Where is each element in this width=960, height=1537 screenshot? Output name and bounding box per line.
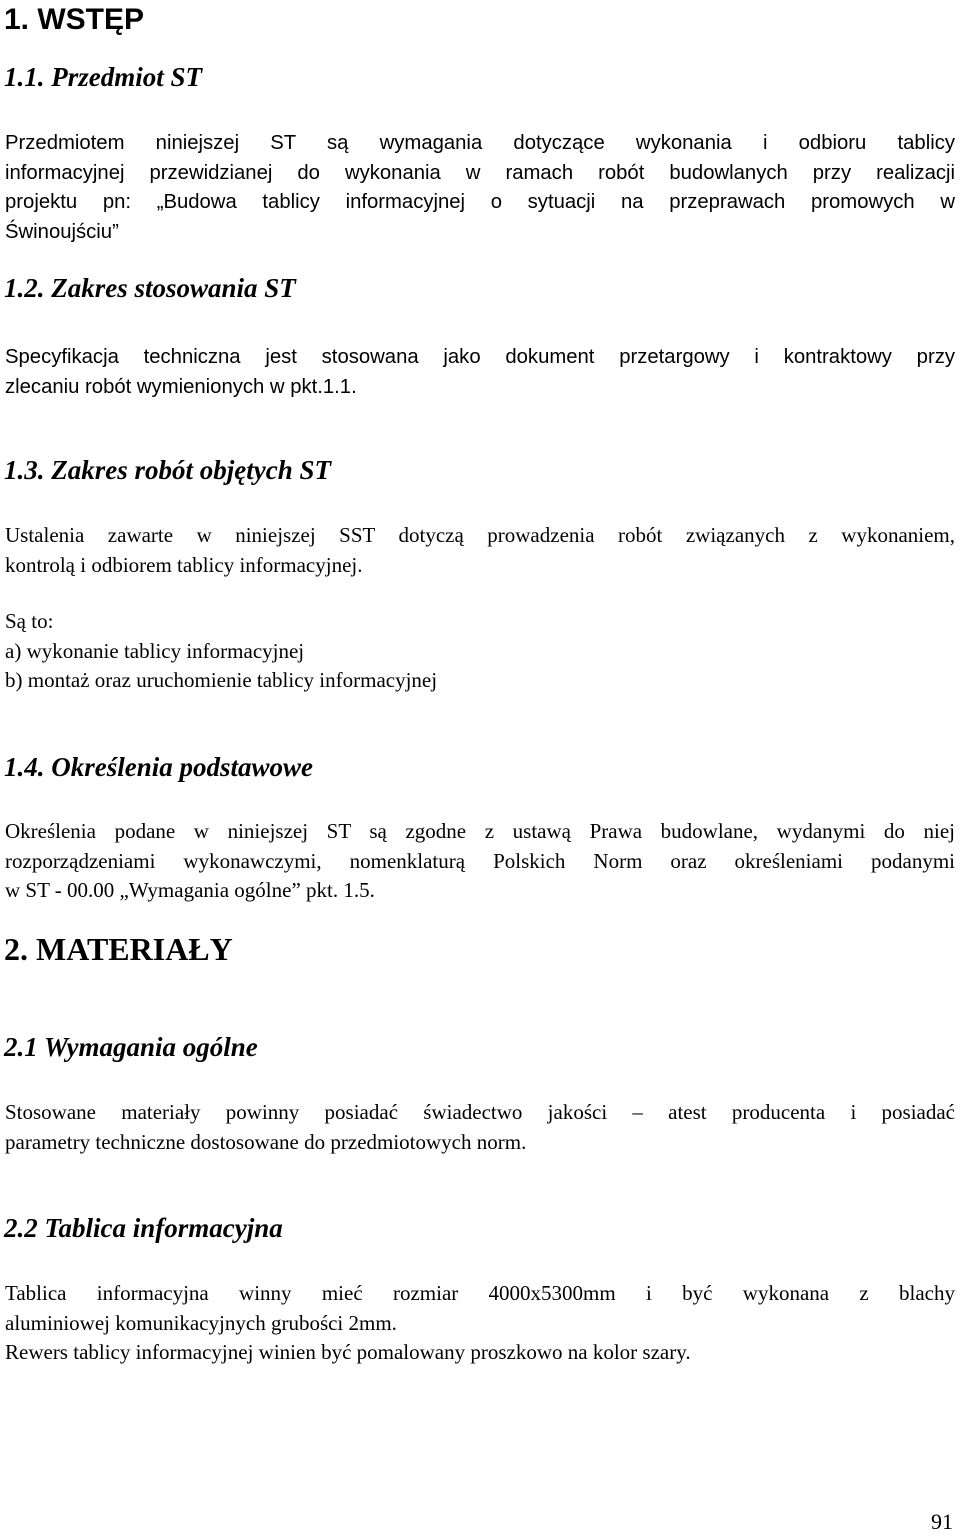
paragraph-line: Stosowane materiały powinny posiadać świadectwo jakości – atest producenta i posiadać [5, 1100, 955, 1124]
paragraph-line: zlecaniu robót wymienionych w pkt.1.1. [5, 375, 357, 398]
list-intro: Są to: [5, 609, 54, 633]
paragraph-line: projektu pn: „Budowa tablicy informacyjnej o sytuacji na przeprawach promowych w [5, 191, 955, 213]
paragraph-line: rozporządzeniami wykonawczymi, nomenklaturą Polskich Norm oraz określeniami podanymi [5, 848, 955, 873]
paragraph-line: kontrolą i odbiorem tablicy informacyjnej. [5, 552, 363, 577]
paragraph-1-2 [5, 343, 955, 402]
section-heading-2-1: 2.1 Wymagania ogólne [4, 1032, 258, 1062]
paragraph-1-4 [5, 817, 955, 906]
section-heading-1-4: 1.4. Określenia podstawowe [4, 752, 314, 782]
paragraph-line: aluminiowej komunikacyjnych grubości 2mm. [5, 1310, 397, 1335]
section-heading-1-2: 1.2. Zakres stosowania ST [4, 273, 296, 303]
section-heading-1-3: 1.3. Zakres robót objętych ST [4, 455, 331, 485]
paragraph-line: w ST - 00.00 „Wymagania ogólne” pkt. 1.5. [5, 878, 375, 902]
section-heading-1-1: 1.1. Przedmiot ST [4, 62, 203, 92]
page-number: 91 [931, 1509, 953, 1534]
paragraph-line: Specyfikacja techniczna jest stosowana jako dokument przetargowy i kontraktowy przy [5, 346, 955, 368]
paragraph-2-2 [5, 1279, 955, 1338]
paragraph-line: Świnoujściu” [5, 220, 119, 243]
list-item: a) wykonanie tablicy informacyjnej [5, 639, 305, 663]
section-heading-2-2: 2.2 Tablica informacyjna [4, 1213, 283, 1243]
section-heading-2: 2. MATERIAŁY [4, 931, 233, 967]
paragraph-line: Przedmiotem niniejszej ST są wymagania dotyczące wykonania i odbioru tablicy [5, 132, 955, 154]
paragraph-1-3 [5, 521, 955, 580]
paragraph-line: informacyjnej przewidzianej do wykonania w ramach robót budowlanych przy realizacji [5, 161, 955, 184]
paragraph-1-1 [5, 129, 955, 247]
paragraph-extra-line: Rewers tablicy informacyjnej winien być pomalowany proszkowo na kolor szary. [5, 1340, 691, 1364]
paragraph-line: Ustalenia zawarte w niniejszej SST dotyczą prowadzenia robót związanych z wykonaniem, [5, 523, 955, 547]
paragraph-line: parametry techniczne dostosowane do przedmiotowych norm. [5, 1129, 527, 1154]
paragraph-line: Określenia podane w niniejszej ST są zgodne z ustawą Prawa budowlane, wydanymi do niej [5, 819, 955, 843]
section-heading-1: 1. WSTĘP [4, 3, 145, 36]
paragraph-line: Tablica informacyjna winny mieć rozmiar 4000x5300mm i być wykonana z blachy [5, 1281, 955, 1305]
list-item: b) montaż oraz uruchomienie tablicy informacyjnej [5, 668, 438, 692]
paragraph-2-1 [5, 1098, 955, 1157]
